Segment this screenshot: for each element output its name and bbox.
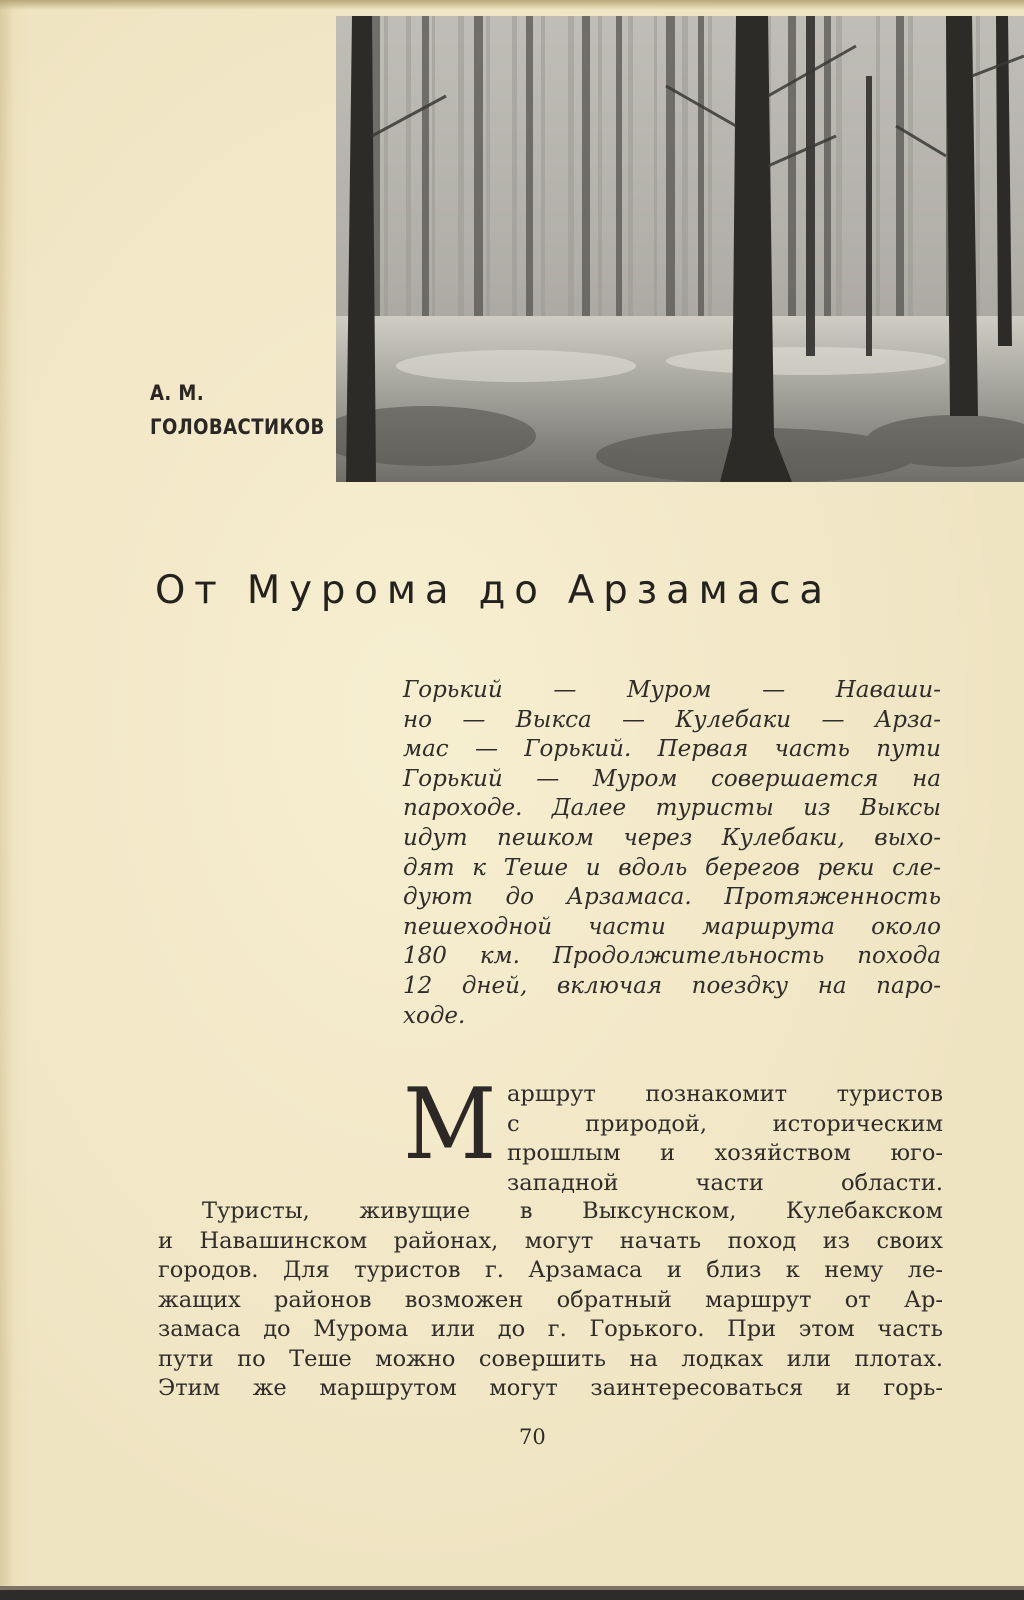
body-line: с природой, историческим xyxy=(507,1110,943,1137)
forest-photo xyxy=(336,16,1024,482)
lead-line: пешеходной части маршрута около xyxy=(403,913,941,940)
article-title: От Мурома до Арзамаса xyxy=(155,568,833,613)
drop-cap: М xyxy=(403,1068,497,1182)
lead-line: ходе. xyxy=(403,1002,466,1029)
body-line: Этим же маршрутом могут заинтересоваться и горь- xyxy=(158,1375,943,1401)
lead-paragraph xyxy=(403,676,941,1031)
body-line: жащих районов возможен обратный маршрут от Ар- xyxy=(158,1286,943,1313)
lead-line: идут пешком через Кулебаки, выхо- xyxy=(403,824,941,851)
body-line: пути по Теше можно совершить на лодках или плотах. xyxy=(158,1345,943,1372)
author-name xyxy=(150,376,325,444)
lead-line: дуют до Арзамаса. Протяженность xyxy=(403,884,941,911)
lead-line: пароходе. Далее туристы из Выксы xyxy=(403,795,941,822)
body-line: и Навашинском районах, могут начать поход из своих xyxy=(158,1227,943,1254)
lead-line: мас — Горький. Первая часть пути xyxy=(403,736,941,763)
lead-line: 12 дней, включая поездку на паро- xyxy=(403,972,941,999)
body-line: западной части области. xyxy=(507,1169,943,1196)
page-top-edge xyxy=(0,0,1024,10)
dropcap-paragraph xyxy=(507,1080,943,1198)
lead-line: но — Выкса — Кулебаки — Арза- xyxy=(403,706,941,733)
body-paragraph xyxy=(158,1197,943,1404)
background-surface xyxy=(0,1590,1024,1600)
page-number: 70 xyxy=(519,1425,546,1449)
body-line: Туристы, живущие в Выксунском, Кулебакском xyxy=(202,1198,943,1224)
lead-line: Горький — Муром — Наваши- xyxy=(403,677,941,703)
body-line: городов. Для туристов г. Арзамаса и близ к нему ле- xyxy=(158,1257,943,1283)
body-line: прошлым и хозяйством юго- xyxy=(507,1140,943,1166)
lead-line: Горький — Муром совершается на xyxy=(403,765,941,792)
body-line: аршрут познакомит туристов xyxy=(507,1081,943,1107)
author-surname: ГОЛОВАСТИКОВ xyxy=(150,415,325,439)
author-initials: А. М. xyxy=(150,381,205,405)
body-line: замаса до Мурома или до г. Горького. При этом часть xyxy=(158,1316,943,1342)
lead-line: 180 км. Продолжительность похода xyxy=(403,943,941,970)
lead-line: дят к Теше и вдоль берегов реки сле- xyxy=(403,854,941,881)
